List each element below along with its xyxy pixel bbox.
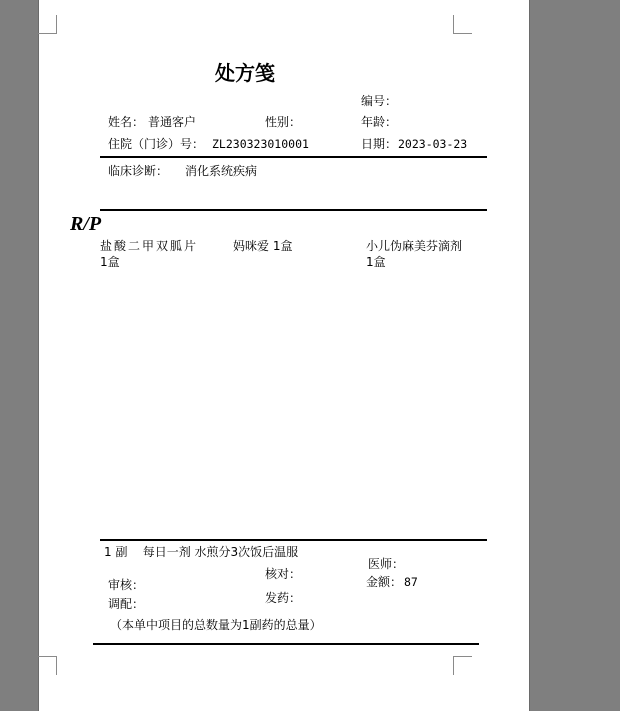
crop-mark-top-right bbox=[453, 15, 472, 34]
drug-qty: 1盒 bbox=[100, 255, 120, 269]
checker-label: 核对： bbox=[265, 567, 302, 581]
drug-name: 小儿伪麻美芬滴剂 bbox=[366, 239, 463, 253]
hospital-id-label: 住院（门诊）号： bbox=[108, 137, 205, 151]
drug-name: 妈咪爱 bbox=[233, 239, 270, 253]
reviewer-label: 审核： bbox=[108, 578, 145, 592]
doctor-label: 医师： bbox=[368, 557, 405, 571]
preparer-label: 调配： bbox=[108, 597, 145, 611]
crop-mark-bottom-left bbox=[38, 656, 57, 675]
drug-qty: 1盒 bbox=[272, 239, 293, 253]
amount-value: 87 bbox=[404, 575, 418, 589]
diagnosis-label: 临床诊断： bbox=[108, 164, 169, 178]
hospital-id-value: ZL230323010001 bbox=[212, 137, 309, 151]
drug-item bbox=[366, 238, 486, 270]
drug-name: 盐酸二甲双胍片 bbox=[100, 239, 199, 253]
page-title: 处方笺 bbox=[215, 61, 275, 85]
crop-mark-top-left bbox=[38, 15, 57, 34]
drug-item bbox=[100, 238, 220, 270]
header-divider bbox=[100, 156, 487, 158]
usage-divider bbox=[100, 539, 487, 541]
date-label: 日期： bbox=[361, 137, 398, 151]
name-label: 姓名： bbox=[108, 115, 145, 129]
serial-label: 编号： bbox=[361, 94, 398, 108]
rp-symbol: R/P bbox=[70, 213, 102, 235]
diagnosis-value: 消化系统疾病 bbox=[185, 164, 258, 178]
gender-label: 性别： bbox=[265, 115, 302, 129]
usage-instructions: 1 副 每日一剂 水煎分3次饭后温服 bbox=[104, 545, 299, 559]
diagnosis-divider bbox=[100, 209, 487, 211]
crop-mark-bottom-right bbox=[453, 656, 472, 675]
footer-note: （本单中项目的总数量为1副药的总量） bbox=[110, 618, 322, 632]
dispenser-label: 发药： bbox=[265, 591, 302, 605]
age-label: 年龄： bbox=[361, 115, 398, 129]
amount-label: 金额： bbox=[366, 575, 403, 589]
date-value: 2023-03-23 bbox=[398, 137, 468, 151]
drug-item bbox=[233, 238, 353, 254]
footer-divider bbox=[93, 643, 479, 645]
drug-qty: 1盒 bbox=[366, 255, 386, 269]
name-value: 普通客户 bbox=[148, 115, 197, 129]
